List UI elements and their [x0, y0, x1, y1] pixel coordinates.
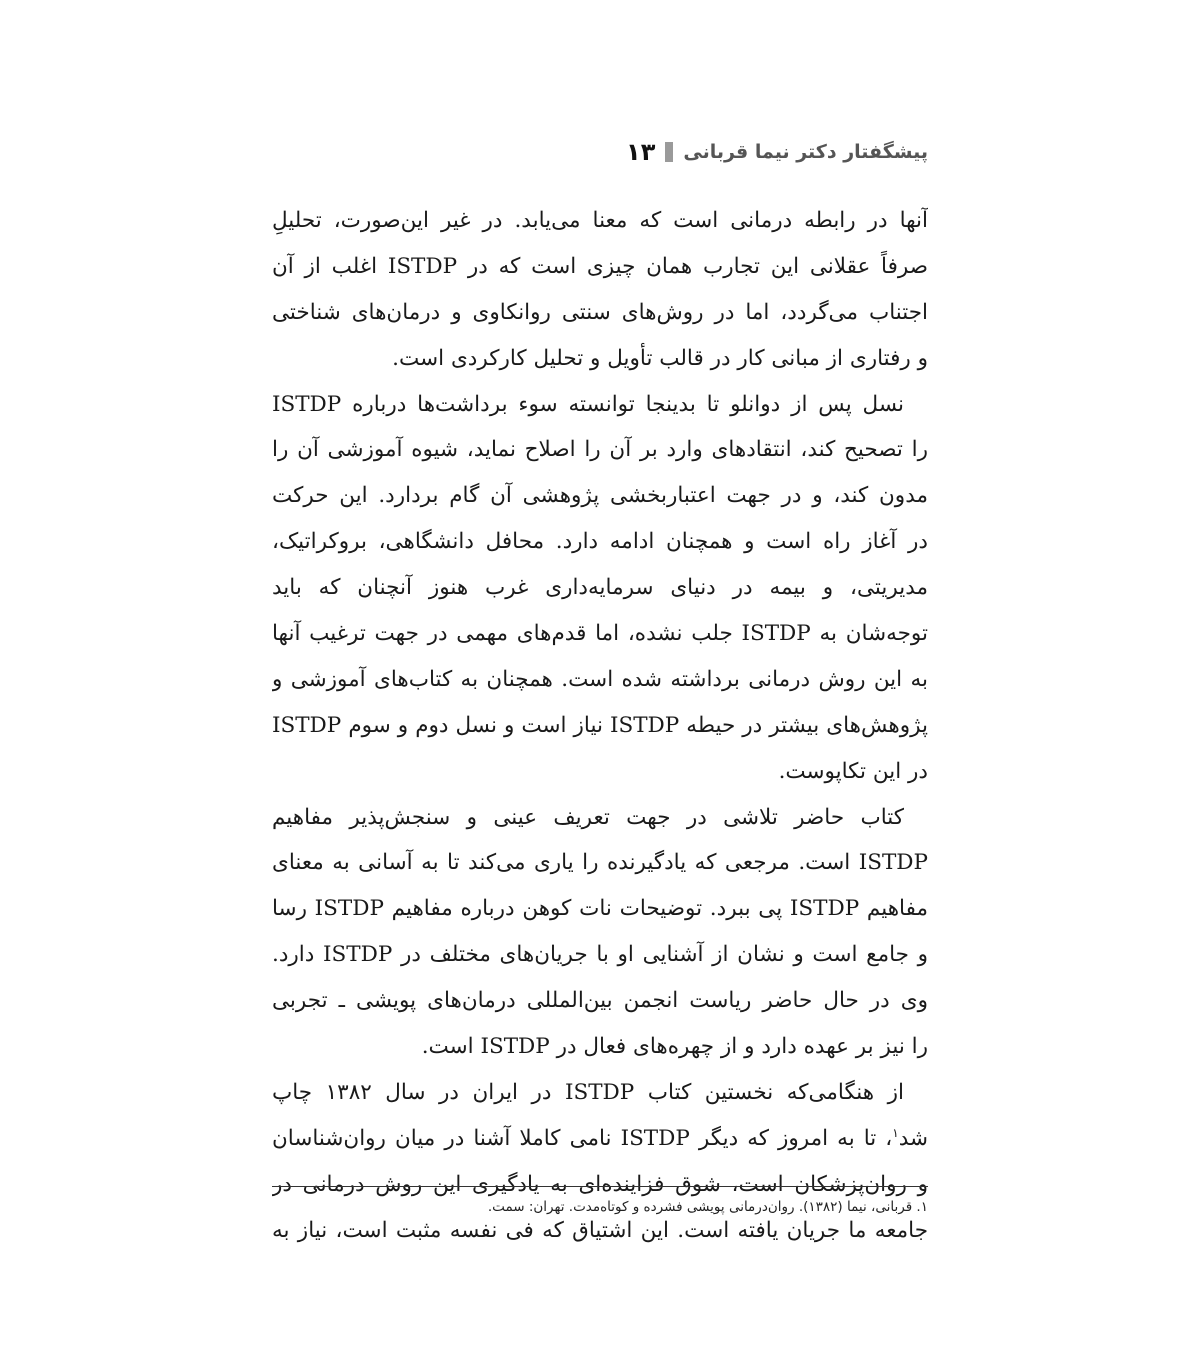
footnote-marker[interactable]: ۱ — [892, 1125, 899, 1140]
text-line: و جامع است و نشان از آشنایی او با جریان‌های مختلف در ISTDP دارد. — [272, 942, 928, 968]
text-line — [272, 1116, 928, 1162]
text-line: توجه‌شان به ISTDP جلب نشده، اما قدم‌های مهمی در جهت ترغیب آنها — [272, 621, 928, 647]
footnote: ۱. قربانی، نیما (۱۳۸۲). روان‌درمانی پویشی فشرده و کوتاه‌مدت. تهران: سمت. — [487, 1199, 928, 1215]
text-line: و روان‌پزشکان است، شوق فزاینده‌ای به یادگیری این روش درمانی در — [272, 1171, 928, 1197]
text-line: مدون کند، و در جهت اعتباربخشی پژوهشی آن گام بردارد. این حرکت — [272, 483, 928, 509]
running-header — [272, 134, 928, 170]
text-line: نسل پس از دوانلو تا بدینجا توانسته سوء برداشت‌ها درباره ISTDP — [272, 391, 904, 417]
text-line: جامعه ما جریان یافته است. این اشتیاق که فی نفسه مثبت است، نیاز به — [272, 1217, 928, 1243]
text-line: اجتناب می‌گردد، اما در روش‌های سنتی روانکاوی و درمان‌های شناختی — [272, 299, 928, 325]
text-line: مفاهیم ISTDP پی ببرد. توضیحات نات کوهن درباره مفاهیم ISTDP رسا — [272, 896, 928, 922]
text-line: آنها در رابطه درمانی است که معنا می‌یابد. در غیر این‌صورت، تحلیلِ — [272, 208, 928, 233]
text-line: کتاب حاضر تلاشی در جهت تعریف عینی و سنجش‌پذیر مفاهیم — [272, 804, 904, 830]
header-divider — [665, 142, 673, 162]
text-line: مدیریتی، و بیمه در دنیای سرمایه‌داری غرب هنوز آنچنان که باید — [272, 575, 928, 601]
text-line: از هنگامی‌که نخستین کتاب ISTDP در ایران در سال ۱۳۸۲ چاپ — [272, 1079, 904, 1105]
text-line: و رفتاری از مبانی کار در قالب تأویل و تحلیل کارکردی است. — [392, 345, 928, 371]
page-number: ۱۳ — [626, 138, 656, 166]
running-title: پیشگفتار دکتر نیما قربانی — [683, 141, 928, 163]
text-line: به این روش درمانی برداشته شده است. همچنان به کتاب‌های آموزشی و — [272, 666, 928, 692]
text-line-part: شد — [898, 1125, 928, 1151]
text-line-part: ، تا به امروز که دیگر ISTDP نامی کاملا آشنا در میان روان‌شناسان — [272, 1125, 893, 1151]
text-line: ISTDP است. مرجعی که یادگیرنده را یاری می‌کند تا به آسانی به معنای — [272, 850, 928, 876]
text-line: وی در حال حاضر ریاست انجمن بین‌المللی درمان‌های پویشی ـ تجربی — [272, 988, 928, 1014]
body-text — [272, 198, 928, 1253]
text-line: را تصحیح کند، انتقادهای وارد بر آن را اصلاح نماید، شیوه آموزشی آن را — [272, 437, 928, 463]
text-line: را نیز بر عهده دارد و از چهره‌های فعال در ISTDP است. — [421, 1034, 928, 1060]
text-line: پژوهش‌های بیشتر در حیطه ISTDP نیاز است و نسل دوم و سوم ISTDP — [272, 712, 928, 738]
text-line: در آغاز راه است و همچنان ادامه دارد. محافل دانشگاهی، بروکراتیک، — [272, 529, 928, 555]
footnote-rule — [272, 1186, 928, 1187]
text-line: صرفاً عقلانی این تجارب همان چیزی است که در ISTDP اغلب از آن — [272, 253, 928, 279]
text-line: در این تکاپوست. — [778, 758, 928, 784]
